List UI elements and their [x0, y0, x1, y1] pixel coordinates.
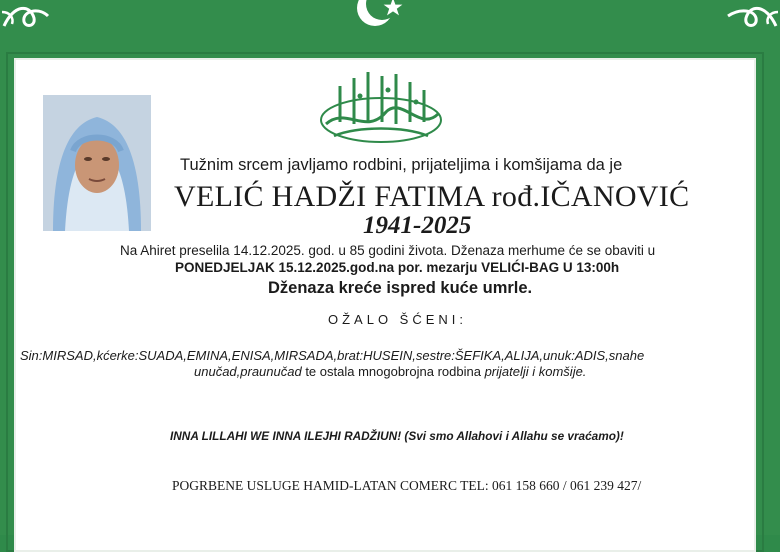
crescent-star-icon: [353, 0, 409, 34]
right-ornament-icon: [712, 2, 780, 34]
calligraphy-icon: [316, 66, 446, 148]
relatives-text: te ostala mnogobrojna rodbina: [301, 364, 485, 379]
inna-lillahi-text: INNA LILLAHI WE INNA ILEJHI RADŽIUN! (Svi smo Allahovi i Allahu se vraćamo)!: [170, 429, 624, 443]
death-date-line: Na Ahiret preselila 14.12.2025. god. u 85 godini života. Dženaza merhume će se obaviti u: [120, 243, 656, 258]
friends-text: prijatelji i komšije.: [484, 364, 587, 379]
left-ornament-icon: [0, 2, 60, 34]
mourners-heading: OŽALO ŠĆENI:: [328, 312, 468, 327]
mourners-line-1: Sin:MIRSAD,kćerke:SUADA,EMINA,ENISA,MIRSADA,brat:HUSEIN,sestre:ŠEFIKA,ALIJA,unuk:ADIS,snahe: [20, 348, 645, 363]
grandchildren-text: unučad,praunučad: [194, 364, 302, 379]
funeral-line: PONEDJELJAK 15.12.2025.god.na por. mezarju VELIĆI-BAG U 13:00h: [175, 260, 620, 275]
procession-line: Dženaza kreće ispred kuće umrle.: [268, 279, 533, 297]
life-years: 1941-2025: [363, 212, 472, 239]
mourners-line-2: [194, 364, 586, 379]
deceased-name: VELIĆ HADŽI FATIMA rođ.IČANOVIĆ: [174, 180, 690, 213]
intro-text: Tužnim srcem javljamo rodbini, prijateljima i komšijama da je: [180, 156, 623, 174]
deceased-photo: [43, 95, 151, 231]
funeral-services-line: POGRBENE USLUGE HAMID-LATAN COMERC TEL: 061 158 660 / 061 239 427/: [172, 478, 642, 493]
